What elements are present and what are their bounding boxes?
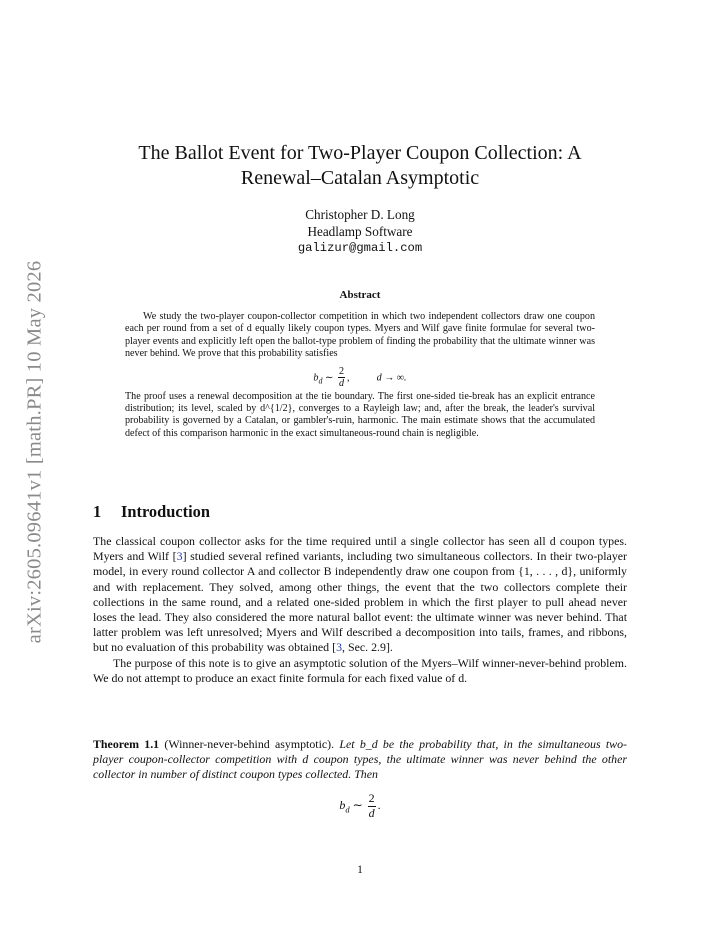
abstract-display-equation xyxy=(125,366,595,388)
theorem-eq-fraction xyxy=(368,792,376,821)
abstract-paragraph-2: The proof uses a renewal decomposition at the tie boundary. The first one-sided tie-break has an explicit entrance distribution; its level, scaled by d^{1/2}, converges to a Rayleigh law; and, after the break, the leader's survival probability is governed by a Catalan, or gambler's-ruin, harmonic. The main estimate shows that the accumulated defect of this comparison harmonic in the exact simultaneous-round chain is negligible. xyxy=(125,390,595,439)
arxiv-identifier-sidebar xyxy=(20,242,50,662)
intro-p1-text-c: , Sec. 2.9]. xyxy=(342,640,393,655)
paper-title-line-1: The Ballot Event for Two-Player Coupon Collection: A xyxy=(138,142,582,164)
section-heading xyxy=(93,502,210,522)
intro-p1-text-a: The classical coupon collector asks for the time required until a single collector has seen all d coupon types. Myers and Wilf [ xyxy=(93,534,627,564)
theorem-statement: Let b_d be the probability that, in the simultaneous two-player coupon-collector competition with d coupon types, the ultimate winner was never behind the other collector in number of distinct coupon types collected. Then xyxy=(93,737,627,782)
introduction-body xyxy=(93,534,627,686)
section-number: 1 xyxy=(93,502,102,521)
theorem-name: (Winner-never-behind asymptotic). xyxy=(164,737,335,751)
theorem-label: Theorem 1.1 xyxy=(93,737,160,751)
paper-title-line-2: Renewal–Catalan Asymptotic xyxy=(240,167,480,189)
theorem-eq-lhs: b xyxy=(339,798,346,813)
abstract-eq-sim: ∼ xyxy=(325,372,334,384)
theorem-1-1 xyxy=(93,737,627,783)
intro-paragraph-1 xyxy=(93,534,627,656)
page-number: 1 xyxy=(357,864,363,876)
theorem-display-equation xyxy=(93,792,627,821)
abstract-eq-subscript: d xyxy=(318,376,323,386)
citation-link-3[interactable]: 3 xyxy=(176,549,183,564)
abstract-heading: Abstract xyxy=(339,289,381,301)
abstract-eq-limit: d → ∞. xyxy=(376,372,407,384)
author-block xyxy=(93,206,627,257)
theorem-eq-subscript: d xyxy=(345,804,350,815)
intro-p1-text-b: ] studied several refined variants, including two simultaneous collectors. In their two-player model, in every round collector A and collector B independently draw one coupon from {1, . . . , d}, uniformly and with replacement. They solved, among other things, the event that the two collectors complete their collections in the same round, and a related one-sided problem in which the first player to pull ahead never loses the lead. They also considered the more natural ballot event: the ultimate winner was never behind. That latter problem was left unresolved; Myers and Wilf described a decomposition into tails, frames, and ribbons, but no evaluation of this probability was obtained [ xyxy=(93,549,628,655)
arxiv-identifier-text: arXiv:2605.09641v1 [math.PR] 10 May 2026 xyxy=(23,260,46,644)
intro-paragraph-2: The purpose of this note is to give an asymptotic solution of the Myers–Wilf winner-never-behind problem. We do not attempt to produce an exact finite formula for each fixed value of d. xyxy=(93,655,627,685)
author-name: Christopher D. Long xyxy=(305,207,415,222)
citation-link-3-sec[interactable]: 3 xyxy=(336,640,343,655)
abstract-paragraph-1: We study the two-player coupon-collector competition in which two independent collectors draw one coupon each per round from a set of d equally likely coupon types. Myers and Wilf gave finite formulae for several two-player events and explicitly left open the ballot-type problem of finding the probability that the ultimate winner was never behind. We prove that this probability satisfies xyxy=(125,311,595,360)
abstract-body xyxy=(125,311,595,440)
abstract-eq-fraction xyxy=(338,366,345,390)
theorem-eq-period: . xyxy=(377,798,381,813)
author-affiliation: Headlamp Software xyxy=(307,224,413,239)
theorem-eq-sim: ∼ xyxy=(352,798,363,813)
section-title: Introduction xyxy=(121,502,210,521)
theorem-eq-numerator: 2 xyxy=(368,791,375,805)
theorem-eq-denominator: d xyxy=(368,805,375,820)
abstract-eq-comma: , xyxy=(347,372,350,384)
abstract-eq-lhs: b xyxy=(313,372,319,384)
abstract-eq-numerator: 2 xyxy=(339,365,345,377)
paper-title xyxy=(93,141,627,191)
author-email: galizur@gmail.com xyxy=(297,241,423,255)
abstract-eq-denominator: d xyxy=(339,378,345,390)
